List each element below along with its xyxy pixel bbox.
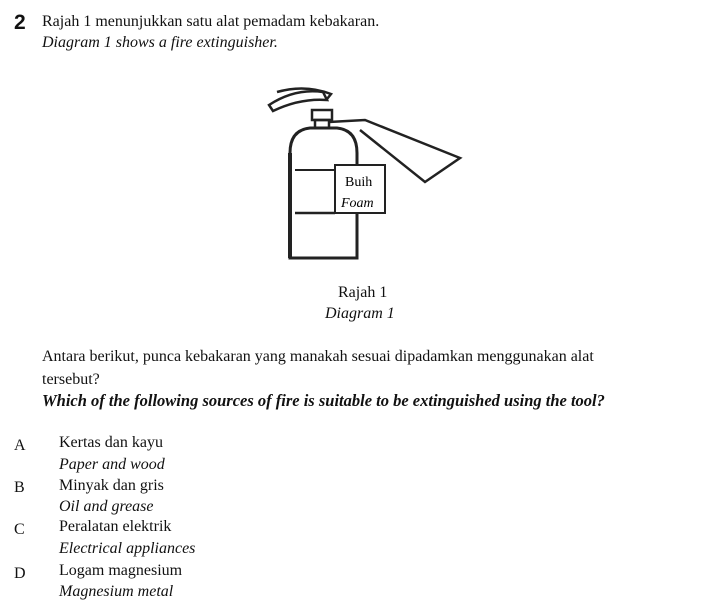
diagram-caption-en: Diagram 1 xyxy=(325,305,395,322)
option-text-en: Paper and wood xyxy=(59,456,165,473)
option-text-en: Electrical appliances xyxy=(59,540,196,557)
fire-extinguisher-diagram xyxy=(255,80,470,265)
option-letter: B xyxy=(14,479,25,496)
question-intro-ms: Rajah 1 menunjukkan satu alat pemadam kebakaran. xyxy=(42,13,380,30)
foam-label-ms: Buih xyxy=(345,175,373,190)
option-letter: A xyxy=(14,437,26,454)
extinguisher-lever-icon xyxy=(269,91,327,111)
option-text-ms: Logam magnesium xyxy=(59,562,183,579)
prompt-ms-line1: Antara berikut, punca kebakaran yang manakah sesuai dipadamkan menggunakan alat xyxy=(42,348,594,365)
option-text-ms: Kertas dan kayu xyxy=(59,434,163,451)
prompt-en: Which of the following sources of fire is suitable to be extinguished using the tool? xyxy=(42,391,605,410)
question-number: 2 xyxy=(14,11,26,34)
option-text-ms: Minyak dan gris xyxy=(59,477,164,494)
option-letter: C xyxy=(14,521,25,538)
option-text-en: Oil and grease xyxy=(59,498,154,515)
option-text-en: Magnesium metal xyxy=(59,583,174,600)
question-intro-en: Diagram 1 shows a fire extinguisher. xyxy=(42,34,278,51)
option-letter: D xyxy=(14,565,26,582)
prompt-ms-line2: tersebut? xyxy=(42,371,100,388)
foam-label-en: Foam xyxy=(341,196,374,211)
option-text-ms: Peralatan elektrik xyxy=(59,518,172,535)
diagram-caption-ms: Rajah 1 xyxy=(338,284,388,301)
